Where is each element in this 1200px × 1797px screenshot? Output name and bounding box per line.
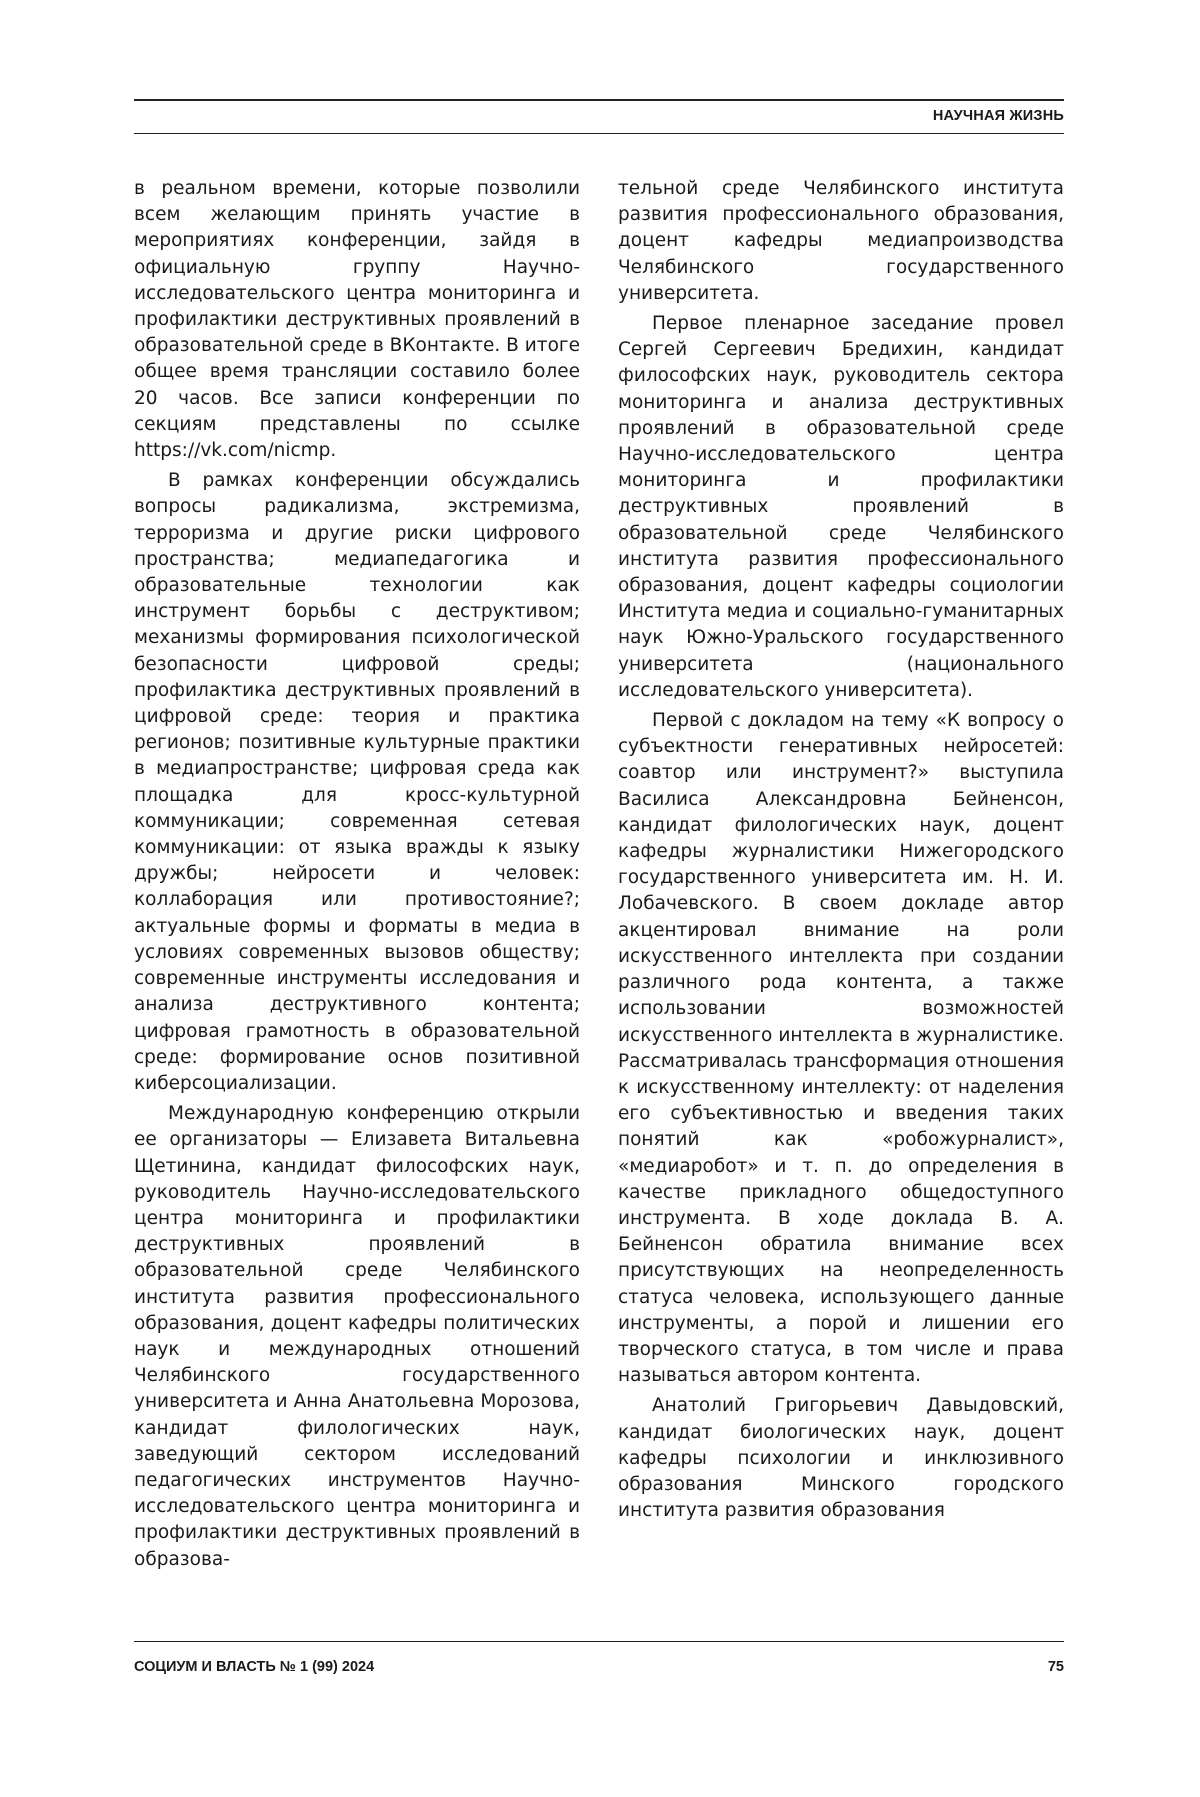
footer-rule (134, 1641, 1064, 1642)
paragraph-right-3: Первой с докладом на тему «К вопросу о субъектности генеративных нейросетей: соавтор или инструмент?» выступила Василиса Александровна Бейненсон, кандидат филологических наук, доцент кафедры журналистики Нижегородского государственного университета им. Н. И. Лобачевского. В своем докладе автор акцентировал внимание на роли искусственного интеллекта при создании различного рода контента, а также использовании возможностей искусственного интеллекта в журналистике. Рассматривалась трансформация отношения к искусственному интеллекту: от наделения его субъективностью и введения таких понятий как «робожурналист», «медиаробот» и т. п. до определения в качестве прикладного общедоступного инструмента. В ходе доклада В. А. Бейненсон обратила внимание всех присутствующих на неопределенность статуса человека, использующего данные инструменты, а порой и лишении его творческого статуса, в том числе и права называться автором контента. (618, 708, 1064, 1389)
journal-issue: СОЦИУМ И ВЛАСТЬ № 1 (99) 2024 (134, 1659, 374, 1675)
paragraph-left-2: В рамках конференции обсуждались вопросы радикализма, экстремизма, терроризма и другие риски цифрового пространства; медиапедагогика и образовательные технологии как инструмент борьбы с деструктивом; механизмы формирования психологической безопасности цифровой среды; профилактика деструктивных проявлений в цифровой среде: теория и практика регионов; позитивные культурные практики в медиапространстве; цифровая среда как площадка для кросс-культурной коммуникации; современная сетевая коммуникации: от языка вражды к языку дружбы; нейросети и человек: коллаборация или противостояние?; актуальные формы и форматы в медиа в условиях современных вызовов обществу; современные инструменты исследования и анализа деструктивного контента; цифровая грамотность в образовательной среде: формирование основ позитивной киберсоциализации. (134, 468, 580, 1097)
paragraph-right-2: Первое пленарное заседание провел Сергей Сергеевич Бредихин, кандидат философских наук, руководитель сектора мониторинга и анализа деструктивных проявлений в образовательной среде Научно-исследовательского центра мониторинга и профилактики деструктивных проявлений в образовательной среде Челябинского института развития профессионального образования, доцент кафедры социологии Института медиа и социально-гуманитарных наук Южно-Уральского государственного университета (национального исследовательского университета). (618, 311, 1064, 704)
header-top-rule (134, 99, 1064, 101)
paragraph-right-4: Анатолий Григорьевич Давыдовский, кандидат биологических наук, доцент кафедры психологии и инклюзивного образования Минского городского института развития образования (618, 1393, 1064, 1524)
paragraph-right-1: тельной среде Челябинского института развития профессионального образования, доцент кафедры медиапроизводства Челябинского государственного университета. (618, 176, 1064, 307)
column-left (134, 176, 580, 1631)
paragraph-left-3: Международную конференцию открыли ее организаторы — Елизавета Витальевна Щетинина, кандидат философских наук, руководитель Научно-исследовательского центра мониторинга и профилактики деструктивных проявлений в образовательной среде Челябинского института развития профессионального образования, доцент кафедры политических наук и международных отношений Челябинского государственного университета и Анна Анатольевна Морозова, кандидат филологических наук, заведующий сектором исследований педагогических инструментов Научно-исследовательского центра мониторинга и профилактики деструктивных проявлений в образова- (134, 1101, 580, 1573)
page-number: 75 (1048, 1659, 1064, 1675)
running-head-section: НАУЧНАЯ ЖИЗНЬ (933, 108, 1064, 124)
header-bottom-rule (134, 133, 1064, 134)
article-body (134, 176, 1064, 1631)
paragraph-left-1: в реальном времени, которые позволили всем желающим принять участие в мероприятиях конференции, зайдя в официальную группу Научно-исследовательского центра мониторинга и профилактики деструктивных проявлений в образовательной среде в ВКонтакте. В итоге общее время трансляции составило более 20 часов. Все записи конференции по секциям представлены по ссылке https://vk.com/nicmp. (134, 176, 580, 464)
column-right (618, 176, 1064, 1631)
